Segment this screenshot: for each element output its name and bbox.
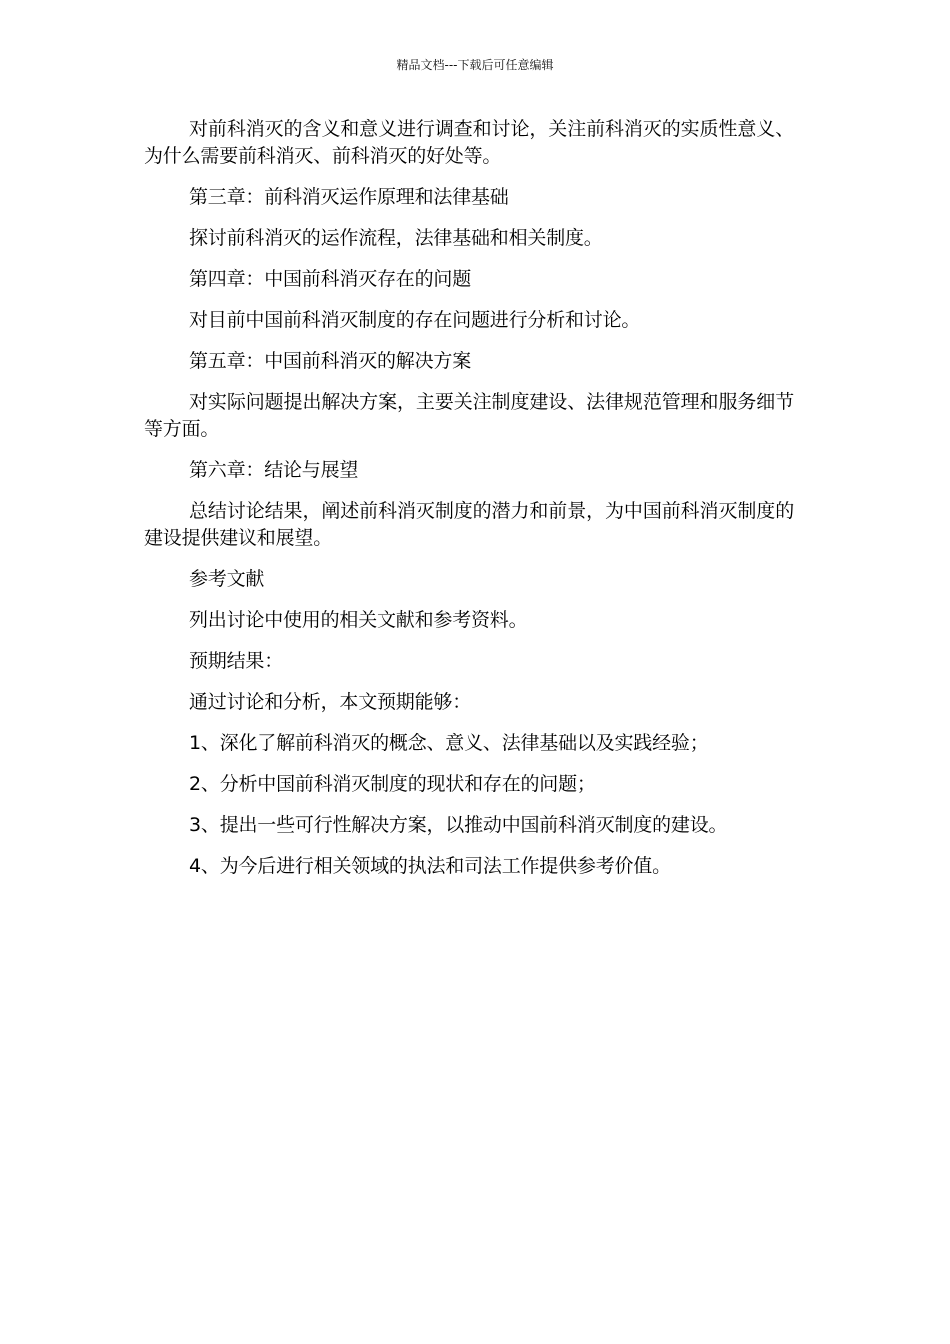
paragraph: 列出讨论中使用的相关文献和参考资料。 <box>189 609 528 631</box>
paragraph: 探讨前科消灭的运作流程，法律基础和相关制度。 <box>189 227 603 249</box>
chapter-heading: 第六章：结论与展望 <box>189 459 359 481</box>
chapter-heading: 第三章：前科消灭运作原理和法律基础 <box>189 186 509 208</box>
list-item: 3、提出一些可行性解决方案，以推动中国前科消灭制度的建设。 <box>189 814 728 836</box>
section-heading: 参考文献 <box>189 568 265 590</box>
list-item: 2、分析中国前科消灭制度的现状和存在的问题； <box>189 773 596 795</box>
list-item: 1、深化了解前科消灭的概念、意义、法律基础以及实践经验； <box>189 732 709 754</box>
paragraph: 对前科消灭的含义和意义进行调查和讨论，关注前科消灭的实质性意义、为什么需要前科消灭、前科消灭的好处等。 <box>144 118 794 167</box>
list-item: 4、为今后进行相关领域的执法和司法工作提供参考价值。 <box>189 855 671 877</box>
document-body <box>144 116 794 894</box>
paragraph: 总结讨论结果，阐述前科消灭制度的潜力和前景，为中国前科消灭制度的建设提供建议和展望。 <box>144 500 794 549</box>
section-heading: 预期结果： <box>189 650 284 672</box>
paragraph: 对目前中国前科消灭制度的存在问题进行分析和讨论。 <box>189 309 641 331</box>
paragraph: 通过讨论和分析，本文预期能够： <box>189 691 472 713</box>
chapter-heading: 第五章：中国前科消灭的解决方案 <box>189 350 472 372</box>
paragraph: 对实际问题提出解决方案，主要关注制度建设、法律规范管理和服务细节等方面。 <box>144 391 794 440</box>
chapter-heading: 第四章：中国前科消灭存在的问题 <box>189 268 472 290</box>
page-header: 精品文档---下载后可任意编辑 <box>396 58 554 72</box>
